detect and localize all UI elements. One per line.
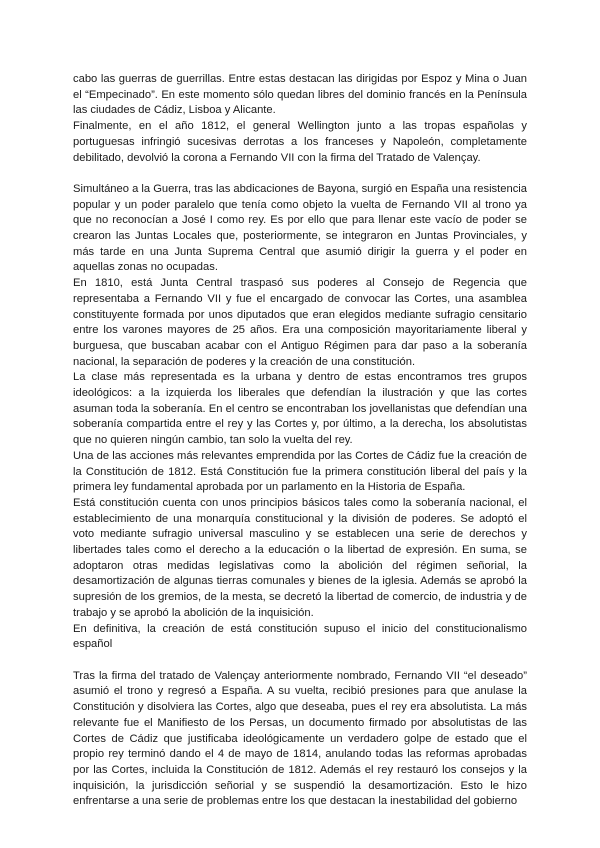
paragraph-constitucion-1812: Una de las acciones más relevantes emprendida por las Cortes de Cádiz fue la creación de la Constitución de 1812. Está Constitución fue la primera constitución liberal del país y la primera ley fundamental aprobada por un parlamento en la Historia de España. <box>73 449 527 494</box>
paragraph-gap <box>73 166 527 182</box>
paragraph-juntas: Simultáneo a la Guerra, tras las abdicaciones de Bayona, surgió en España una resistencia popular y un poder paralelo que tenía como objeto la vuelta de Fernando VII al trono ya que no reconocían a José I como rey. Es por ello que para llenar este vacío de poder se crearon las Juntas Locales que, posteriormente, se integraron en Juntas Provinciales, y más tarde en una Junta Suprema Central que asumió dirigir la guerra y el poder en aquellas zonas no ocupadas. <box>73 182 527 274</box>
paragraph-principios: Está constitución cuenta con unos principios básicos tales como la soberanía nacional, el establecimiento de una monarquía constitucional y la división de poderes. Se adoptó el voto mediante sufragio universal masculino y se establecen una serie de derechos y libertades tales como el derecho a la educación o la libertad de expresión. En suma, se adoptaron otras medidas legislativas como la abolición del régimen señorial, la desamortización de algunas tierras comunales y bienes de la iglesia. Además se aprobó la supresión de los gremios, de la mesta, se decretó la libertad de comercio, de industria y de trabajo y se aprobó la abolición de la inquisición. <box>73 496 527 619</box>
document-page <box>73 72 527 810</box>
paragraph-wellington: Finalmente, en el año 1812, el general Wellington junto a las tropas españolas y portuguesas infringió sucesivas derrotas a los franceses y Napoleón, completamente debilitado, devolvió la corona a Fernando VII con la firma del Tratado de Valençay. <box>73 120 527 164</box>
paragraph-regencia: En 1810, está Junta Central traspasó sus poderes al Consejo de Regencia que representaba a Fernando VII y fue el encargado de convocar las Cortes, una asamblea constituyente formada por unos diputados que eran elegidos mediante sufragio censitario entre los varones mayores de 25 años. Era una composición mayoritariamente liberal y burguesa, que buscaban acabar con el Antiguo Régimen para dar paso a la soberanía nacional, la separación de poderes y la creación de una constitución. <box>73 277 527 368</box>
paragraph-grupos-ideologicos: La clase más representada es la urbana y dentro de estas encontramos tres grupos ideológicos: a la izquierda los liberales que defendían la ilustración y que las cortes asuman toda la soberanía. En el centro se encontraban los jovellanistas que defendían una soberanía compartida entre el rey y las Cortes y, por último, a la derecha, los absolutistas que no quieren ningún cambio, tan solo la vuelta del rey. <box>73 371 527 447</box>
paragraph-gap <box>73 653 527 669</box>
paragraph-conclusion: En definitiva, la creación de está constitución supuso el inicio del constitucionalismo español <box>73 622 527 651</box>
paragraph-guerrillas: cabo las guerras de guerrillas. Entre estas destacan las dirigidas por Espoz y Mina o Juan el “Empecinado”. En este momento sólo quedan libres del dominio francés en la Península las ciudades de Cádiz, Lisboa y Alicante. <box>73 73 527 117</box>
paragraph-fernando-vii: Tras la firma del tratado de Valençay anteriormente nombrado, Fernando VII “el deseado” asumió el trono y regresó a España. A su vuelta, recibió presiones para que anulase la Constitución y disolviera las Cortes, algo que deseaba, pues el rey era absolutista. La más relevante fue el Manifiesto de los Persas, un documento firmado por absolutistas de las Cortes de Cádiz que justificaba ideológicamente un verdadero golpe de estado que el propio rey terminó dando el 4 de mayo de 1814, anulando todas las reformas aprobadas por las Cortes, incluida la Constitución de 1812. Además el rey restauró los consejos y la inquisición, la jurisdicción señorial y se suspendió la desamortización. Esto le hizo enfrentarse a una serie de problemas entre los que destacan la inestabilidad del gobierno <box>73 669 527 808</box>
